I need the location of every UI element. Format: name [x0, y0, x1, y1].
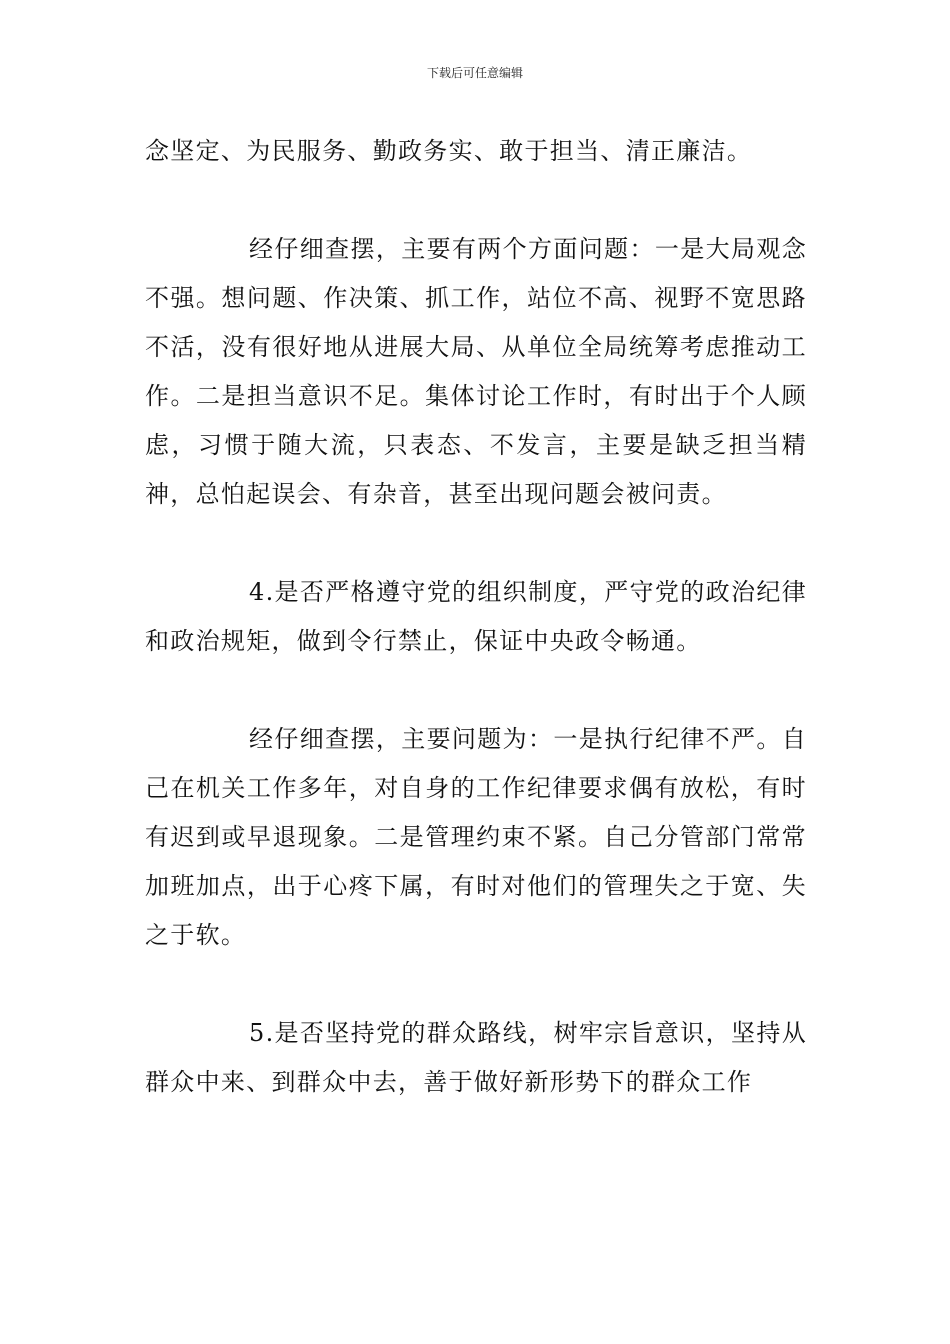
paragraph-continuation: 念坚定、为民服务、勤政务实、敢于担当、清正廉洁。	[145, 137, 753, 165]
document-body	[145, 127, 807, 1107]
paragraph-question-5: 5.是否坚持党的群众路线，树牢宗旨意识，坚持从群众中来、到群众中去，善于做好新形势下的群众工作	[145, 1019, 807, 1096]
paragraph-findings-overall: 经仔细查摆，主要有两个方面问题：一是大局观念不强。想问题、作决策、抓工作，站位不高、视野不宽思路不活，没有很好地从进展大局、从单位全局统筹考虑推动工作。二是担当意识不足。集体讨论工作时，有时出于个人顾虑，习惯于随大流，只表态、不发言，主要是缺乏担当精神，总怕起误会、有杂音，甚至出现问题会被问责。	[145, 235, 807, 508]
paragraph-findings-discipline: 经仔细查摆，主要问题为：一是执行纪律不严。自己在机关工作多年，对自身的工作纪律要求偶有放松，有时有迟到或早退现象。二是管理约束不紧。自己分管部门常常加班加点，出于心疼下属，有时对他们的管理失之于宽、失之于软。	[145, 725, 807, 949]
paragraph-question-4: 4.是否严格遵守党的组织制度，严守党的政治纪律和政治规矩，做到令行禁止，保证中央政令畅通。	[145, 578, 807, 655]
page-header-note: 下载后可任意编辑	[426, 66, 523, 80]
